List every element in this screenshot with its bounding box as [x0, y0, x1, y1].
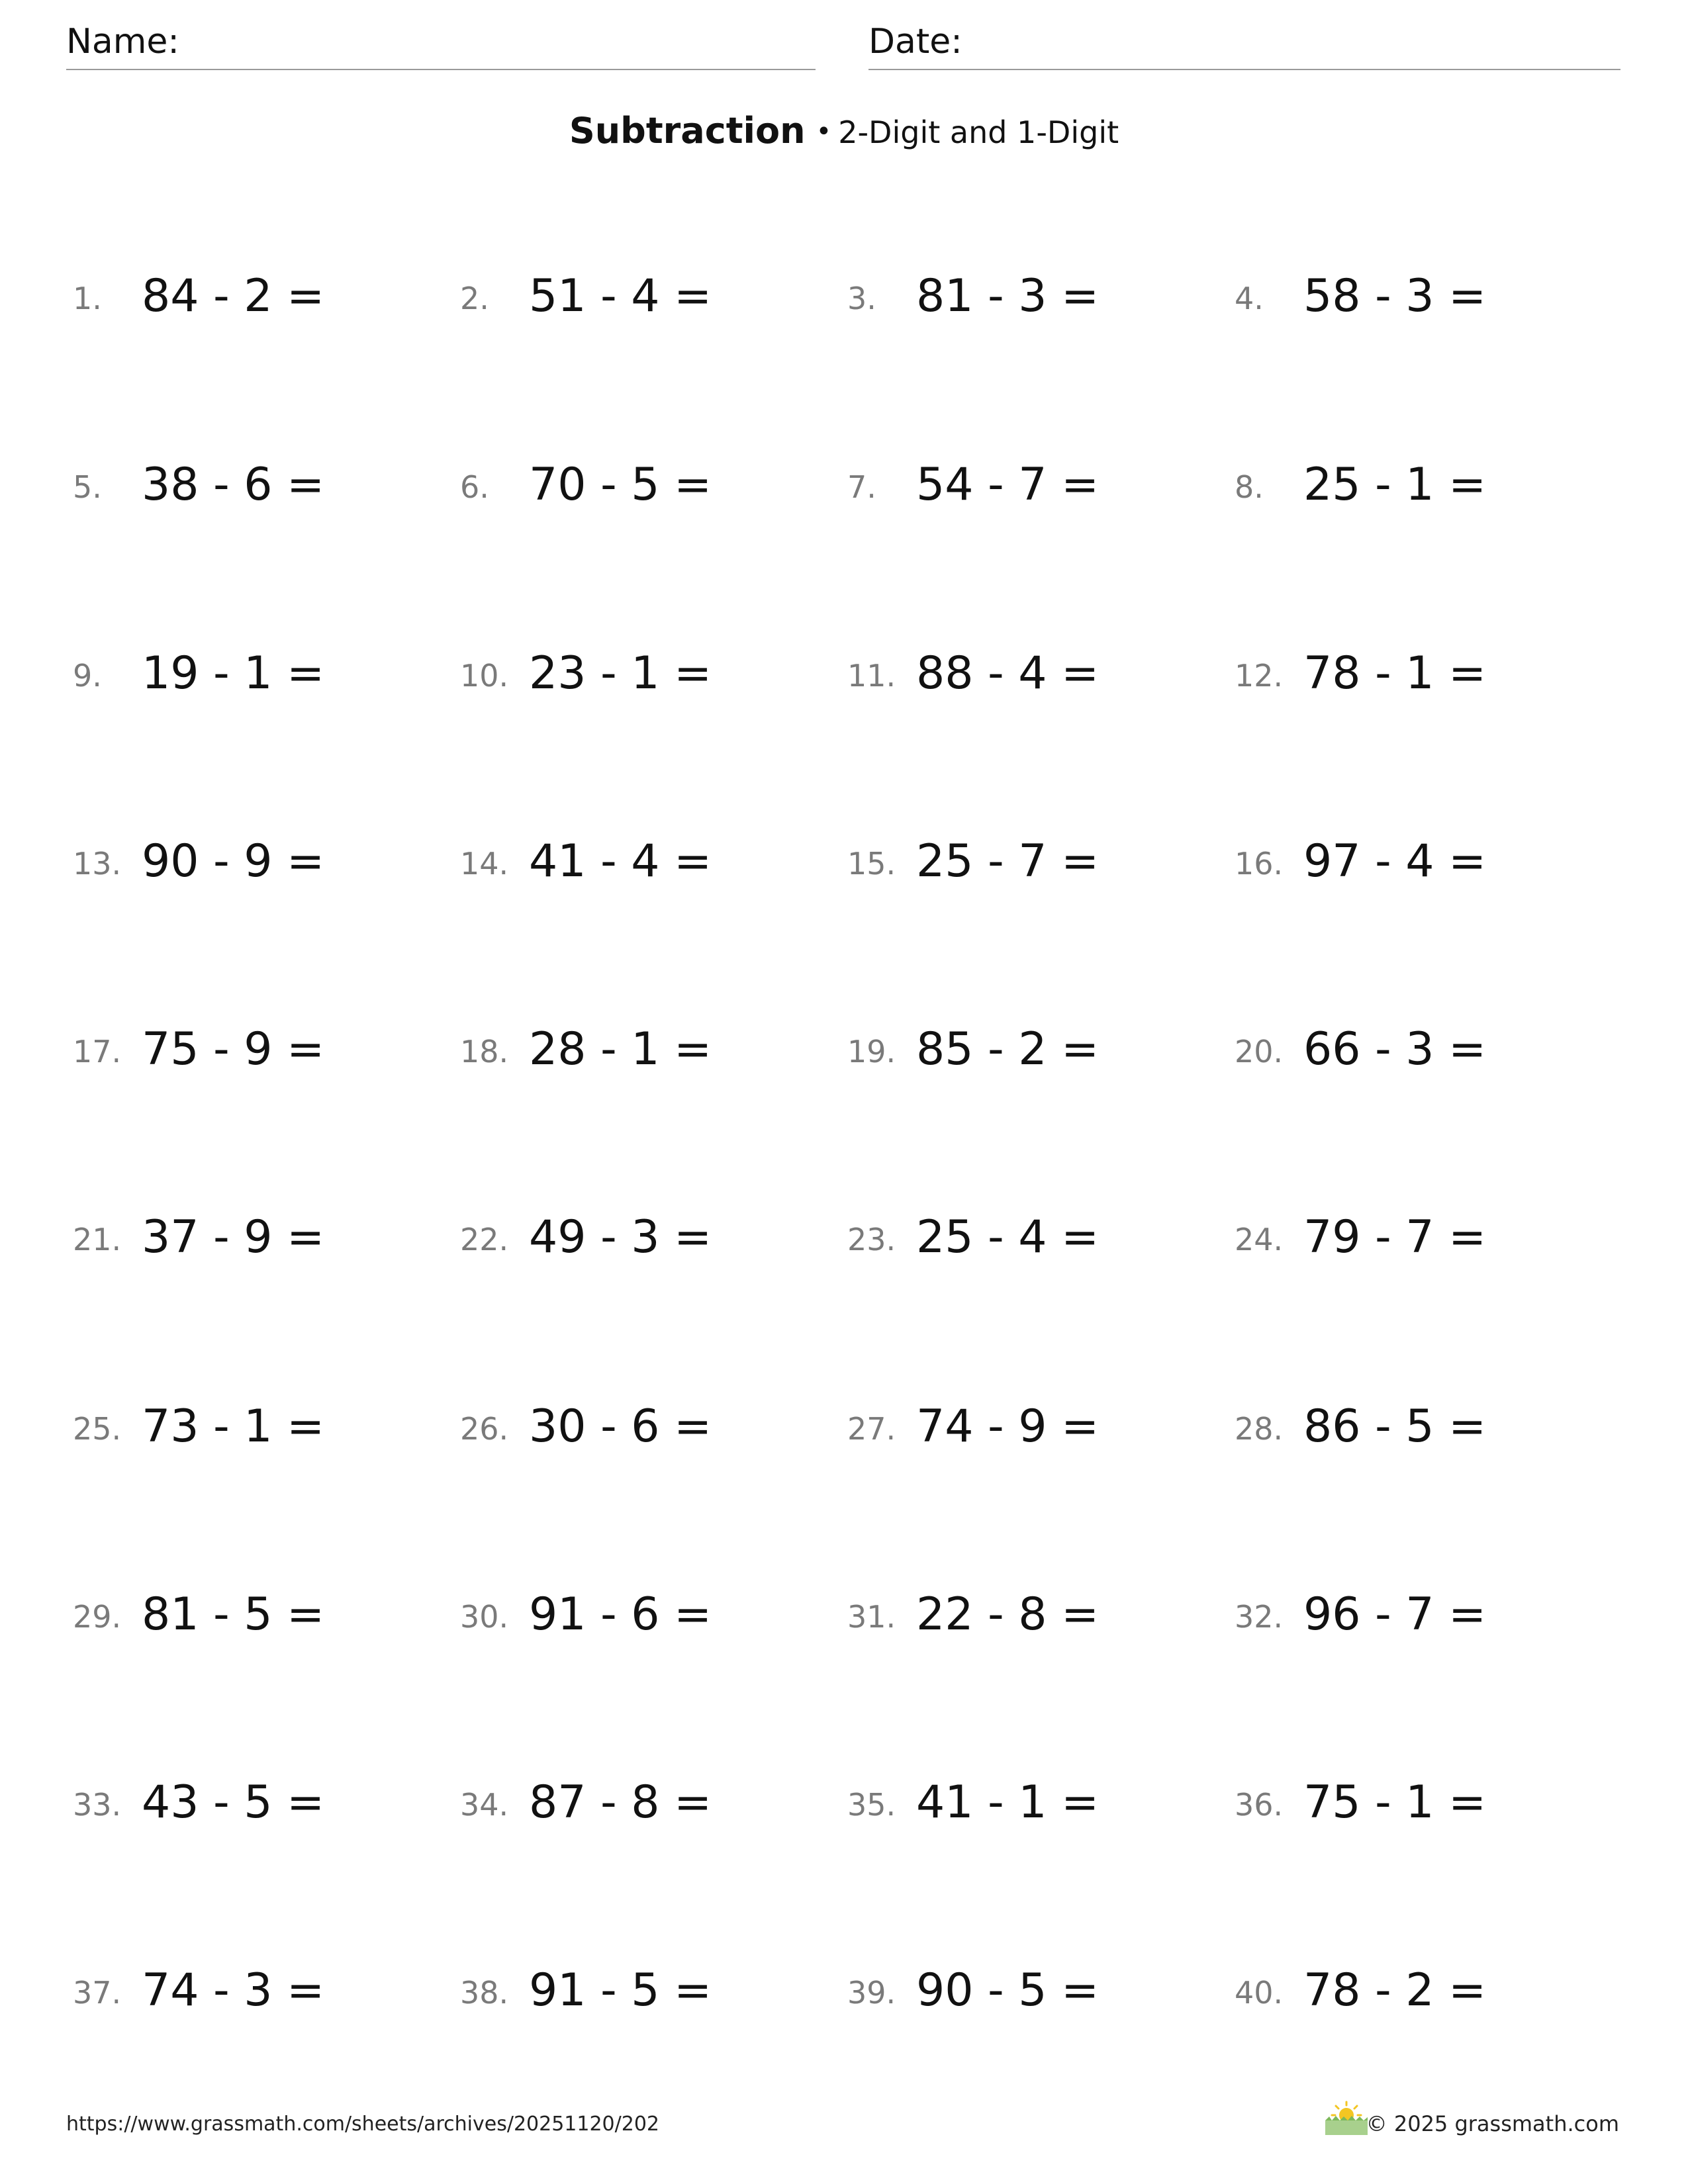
problem-number: 15. [847, 846, 896, 882]
problem-expression: 37 - 9 = [142, 1211, 325, 1263]
problem-number: 25. [73, 1411, 122, 1447]
problem-item [73, 823, 444, 896]
problem-item [1235, 1388, 1605, 1461]
problem-item [460, 258, 831, 331]
problem-number: 6. [460, 469, 489, 505]
problem-number: 17. [73, 1034, 122, 1069]
name-label: Name: [66, 22, 179, 62]
problem-item [847, 823, 1218, 896]
problem-item [847, 1952, 1218, 2025]
problem-number: 13. [73, 846, 122, 882]
problem-item [1235, 447, 1605, 520]
problem-expression: 91 - 6 = [529, 1588, 712, 1641]
problem-item [847, 1011, 1218, 1084]
problem-number: 34. [460, 1787, 509, 1823]
problem-expression: 84 - 2 = [142, 270, 325, 322]
problem-expression: 74 - 3 = [142, 1964, 325, 2017]
problem-number: 7. [847, 469, 876, 505]
problem-number: 21. [73, 1222, 122, 1257]
problem-item [1235, 1952, 1605, 2025]
problem-number: 14. [460, 846, 509, 882]
problem-expression: 28 - 1 = [529, 1023, 712, 1075]
problem-item [460, 1011, 831, 1084]
problem-number: 9. [73, 658, 102, 694]
problem-item [460, 447, 831, 520]
problem-expression: 86 - 5 = [1303, 1400, 1487, 1453]
problem-expression: 54 - 7 = [916, 459, 1100, 511]
problem-item [847, 1199, 1218, 1272]
problem-number: 1. [73, 281, 102, 316]
problem-item [460, 1576, 831, 1649]
problem-number: 33. [73, 1787, 122, 1823]
problem-item [847, 447, 1218, 520]
problem-number: 20. [1235, 1034, 1284, 1069]
problem-number: 28. [1235, 1411, 1284, 1447]
problem-item [847, 258, 1218, 331]
problem-number: 31. [847, 1599, 896, 1635]
problem-expression: 74 - 9 = [916, 1400, 1100, 1453]
problem-number: 12. [1235, 658, 1284, 694]
problem-number: 40. [1235, 1975, 1284, 2011]
problem-number: 3. [847, 281, 876, 316]
problem-item [73, 1952, 444, 2025]
problem-item [847, 1764, 1218, 1837]
problem-expression: 58 - 3 = [1303, 270, 1487, 322]
problem-number: 32. [1235, 1599, 1284, 1635]
problem-number: 37. [73, 1975, 122, 2011]
problem-number: 2. [460, 281, 489, 316]
problem-number: 5. [73, 469, 102, 505]
problem-expression: 78 - 1 = [1303, 647, 1487, 700]
date-label: Date: [868, 22, 962, 62]
problem-expression: 23 - 1 = [529, 647, 712, 700]
problem-item [73, 635, 444, 708]
problem-expression: 43 - 5 = [142, 1776, 325, 1829]
problem-item [1235, 1011, 1605, 1084]
problem-expression: 75 - 1 = [1303, 1776, 1487, 1829]
problem-item [1235, 258, 1605, 331]
problem-expression: 41 - 1 = [916, 1776, 1100, 1829]
problem-item [73, 1011, 444, 1084]
footer-copyright: © 2025 grassmath.com [1366, 2111, 1619, 2136]
problem-item [460, 823, 831, 896]
problem-item [1235, 1764, 1605, 1837]
problem-item [460, 1199, 831, 1272]
problem-expression: 51 - 4 = [529, 270, 712, 322]
problem-item [73, 258, 444, 331]
problem-expression: 73 - 1 = [142, 1400, 325, 1453]
problem-number: 4. [1235, 281, 1264, 316]
problem-expression: 25 - 1 = [1303, 459, 1487, 511]
problem-expression: 22 - 8 = [916, 1588, 1100, 1641]
problem-item [73, 447, 444, 520]
problem-expression: 38 - 6 = [142, 459, 325, 511]
problem-item [460, 635, 831, 708]
problem-expression: 90 - 9 = [142, 835, 325, 887]
grass-sun-logo-icon [1323, 2098, 1370, 2138]
problem-item [460, 1764, 831, 1837]
problem-expression: 81 - 5 = [142, 1588, 325, 1641]
problem-expression: 41 - 4 = [529, 835, 712, 887]
problem-number: 19. [847, 1034, 896, 1069]
problem-number: 22. [460, 1222, 509, 1257]
problem-number: 38. [460, 1975, 509, 2011]
problem-expression: 88 - 4 = [916, 647, 1100, 700]
problem-number: 23. [847, 1222, 896, 1257]
problem-item [847, 1388, 1218, 1461]
problem-item [73, 1764, 444, 1837]
problem-number: 27. [847, 1411, 896, 1447]
problem-number: 8. [1235, 469, 1264, 505]
problem-item [1235, 823, 1605, 896]
footer-url: https://www.grassmath.com/sheets/archives/20251120/202 [66, 2113, 660, 2136]
problem-expression: 85 - 2 = [916, 1023, 1100, 1075]
problem-expression: 30 - 6 = [529, 1400, 712, 1453]
problem-item [460, 1952, 831, 2025]
problem-item [460, 1388, 831, 1461]
problem-expression: 87 - 8 = [529, 1776, 712, 1829]
problem-number: 10. [460, 658, 509, 694]
title-subtitle: 2-Digit and 1-Digit [838, 114, 1119, 150]
problem-expression: 66 - 3 = [1303, 1023, 1487, 1075]
problem-number: 18. [460, 1034, 509, 1069]
problem-item [847, 635, 1218, 708]
title-main: Subtraction [569, 110, 806, 152]
problem-expression: 75 - 9 = [142, 1023, 325, 1075]
problem-item [73, 1199, 444, 1272]
problem-item [73, 1388, 444, 1461]
problem-expression: 97 - 4 = [1303, 835, 1487, 887]
problem-item [1235, 635, 1605, 708]
problem-number: 35. [847, 1787, 896, 1823]
problem-number: 39. [847, 1975, 896, 2011]
problem-number: 11. [847, 658, 896, 694]
problem-number: 30. [460, 1599, 509, 1635]
title-separator: • [816, 116, 832, 147]
problem-item [1235, 1576, 1605, 1649]
problem-expression: 78 - 2 = [1303, 1964, 1487, 2017]
problem-number: 24. [1235, 1222, 1284, 1257]
problem-expression: 49 - 3 = [529, 1211, 712, 1263]
problem-item [73, 1576, 444, 1649]
problem-item [847, 1576, 1218, 1649]
problem-number: 16. [1235, 846, 1284, 882]
problem-expression: 81 - 3 = [916, 270, 1100, 322]
problem-expression: 25 - 4 = [916, 1211, 1100, 1263]
problem-number: 26. [460, 1411, 509, 1447]
problem-item [1235, 1199, 1605, 1272]
problem-expression: 96 - 7 = [1303, 1588, 1487, 1641]
problem-expression: 90 - 5 = [916, 1964, 1100, 2017]
problem-expression: 19 - 1 = [142, 647, 325, 700]
problem-expression: 91 - 5 = [529, 1964, 712, 2017]
problem-number: 36. [1235, 1787, 1284, 1823]
problem-expression: 70 - 5 = [529, 459, 712, 511]
problem-expression: 79 - 7 = [1303, 1211, 1487, 1263]
problem-expression: 25 - 7 = [916, 835, 1100, 887]
problem-number: 29. [73, 1599, 122, 1635]
